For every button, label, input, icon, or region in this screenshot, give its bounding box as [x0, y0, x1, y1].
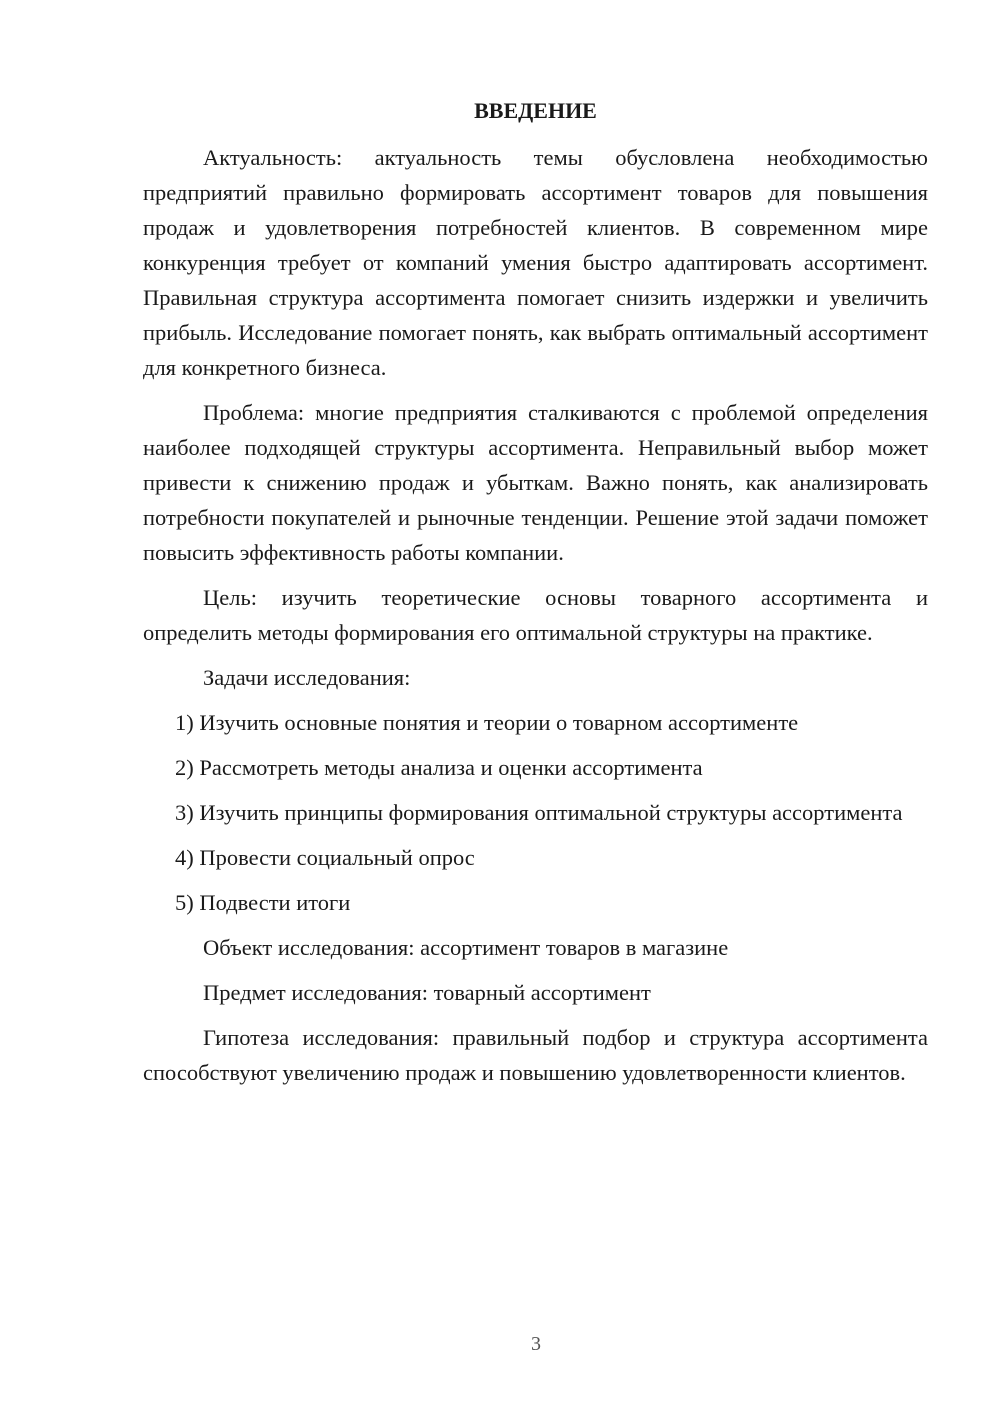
task-item: 1) Изучить основные понятия и теории о товарном ассортименте	[175, 710, 799, 735]
task-item: 4) Провести социальный опрос	[175, 845, 475, 870]
page-number: 3	[531, 1333, 541, 1355]
task-item: 3) Изучить принципы формирования оптимальной структуры ассортимента	[175, 800, 903, 825]
page-title: ВВЕДЕНИЕ	[474, 98, 597, 123]
paragraph-problem: Проблема: многие предприятия сталкиваются с проблемой определения наиболее подходящей структуры ассортимента. Неправильный выбор может привести к снижению продаж и убыткам. Важно понять, как анализировать потребности покупателей и рыночные тенденции. Решение этой задачи поможет повысить эффективность работы компании.	[143, 400, 928, 565]
tasks-heading: Задачи исследования:	[203, 665, 411, 690]
research-subject: Предмет исследования: товарный ассортимент	[203, 980, 651, 1005]
research-object: Объект исследования: ассортимент товаров в магазине	[203, 935, 729, 960]
paragraph-goal: Цель: изучить теоретические основы товарного ассортимента и определить методы формирования его оптимальной структуры на практике.	[143, 585, 928, 645]
research-hypothesis: Гипотеза исследования: правильный подбор и структура ассортимента способствуют увеличению продаж и повышению удовлетворенности клиентов.	[143, 1025, 928, 1085]
page-content	[143, 93, 928, 1100]
paragraph-relevance: Актуальность: актуальность темы обусловлена необходимостью предприятий правильно формировать ассортимент товаров для повышения продаж и удовлетворения потребностей клиентов. В современном мире конкуренция требует от компаний умения быстро адаптировать ассортимент. Правильная структура ассортимента помогает снизить издержки и увеличить прибыль. Исследование помогает понять, как выбрать оптимальный ассортимент для конкретного бизнеса.	[143, 145, 928, 380]
task-item: 5) Подвести итоги	[175, 890, 351, 915]
task-item: 2) Рассмотреть методы анализа и оценки ассортимента	[175, 755, 703, 780]
